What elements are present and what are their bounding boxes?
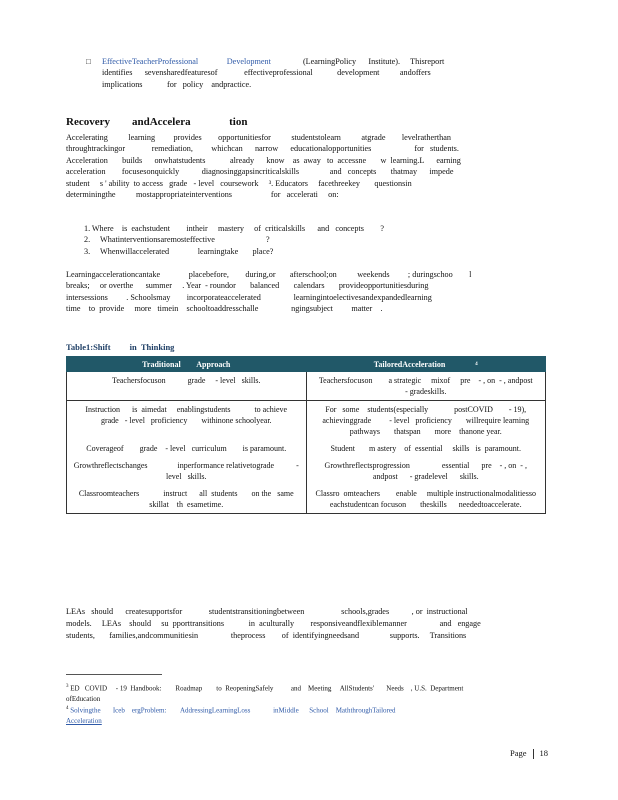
bullet-marker: □ (86, 57, 91, 66)
footnote-link[interactable]: Solvingthe Iceb ergProblem: AddressingLearningLoss inMiddle School MaththroughTailored (70, 706, 396, 715)
table-cell: Teachersfocuson a strategic mixof pre - , on - , andpost - gradeskills. (306, 372, 546, 401)
resource-description-line: identifies sevensharedfeaturesof effectiveprofessional development andoffers (102, 68, 431, 78)
table-cell: Growthreflectschanges inperformance relativetograde - level skills. (67, 457, 307, 485)
table-cell: Coverageof grade - level curriculum is paramount. (67, 440, 307, 457)
footnote-mark: 3 (66, 684, 69, 689)
text-line: breaks; or overthe summer . Year - roundor balanced calendars provideopportunitiesduring (66, 281, 429, 291)
footnote-mark: 4 (66, 706, 69, 712)
footnote-separator (66, 674, 162, 675)
question-list (84, 223, 384, 257)
text-line: Learningaccelerationcantake placebefore, during,or afterschool;on weekends ; duringschoo l (66, 270, 472, 279)
list-item (84, 246, 384, 257)
section-heading: Recovery andAccelera tion (66, 116, 248, 128)
table-header-tailored: TailoredAcceleration ⁴ (306, 357, 546, 372)
table-cell: For some students(especially postCOVID - 19), achievinggrade - level proficiency willrequire learning pathways thatspan more thanone year. (306, 401, 546, 441)
footnote (66, 704, 536, 716)
text-line: throughtrackingor remediation, whichcan narrow educationalopportunities for students. (66, 144, 459, 154)
list-text: Whenwillaccelerated learningtake place? (100, 246, 274, 256)
page-divider (533, 749, 534, 759)
table-row (67, 401, 546, 441)
page-label: Page (509, 748, 527, 758)
table-row (67, 372, 546, 401)
paragraph-transitions (66, 606, 544, 641)
table-row (67, 485, 546, 514)
text-line: time to provide more timein schooltoaddresschalle ngingsubject matter . (66, 304, 383, 314)
footnote (66, 682, 536, 694)
table-cell: Instruction is aimedat enablingstudents to achieve grade - level proficiency withinone schoolyear. (67, 401, 307, 441)
footnote (66, 716, 536, 727)
footnotes (66, 682, 536, 727)
list-number: 1. (84, 224, 91, 233)
text-line: models. LEAs should su pporttransitions in aculturally responsiveandflexiblemanner and engage (66, 618, 481, 628)
text-line: determiningthe mostappropriateinterventions for accelerati on: (66, 189, 339, 199)
list-number: 3. (84, 246, 91, 256)
footnote (66, 694, 536, 705)
text-line: Acceleration builds onwhatstudents already know as away to accessne w learning.L earning (66, 155, 461, 165)
table-caption: Table1:Shift in Thinking (66, 342, 175, 352)
table-cell: Student m astery of essential skills is paramount. (306, 440, 546, 457)
shift-in-thinking-table (66, 356, 568, 514)
table-cell: Teachersfocuson grade - level skills. (67, 372, 307, 401)
table-row (67, 457, 546, 485)
footnote-link[interactable]: Acceleration (66, 717, 102, 726)
footnote-text: ED COVID - 19 Handbook: Roadmap to ReopeningSafely and Meeting AllStudents' Needs , U.S. Department (70, 684, 464, 693)
text-line: LEAs should createsupportsfor studentstransitioningbetween schools,grades , or instructional (66, 607, 468, 616)
footnote-text: ofEducation (66, 694, 101, 703)
resource-citation: (LearningPolicy Institute). Thisreport (302, 57, 445, 66)
table-row (67, 440, 546, 457)
resource-link[interactable]: EffectiveTeacherProfessional Development (102, 57, 271, 66)
page-number (510, 748, 548, 759)
text-line: student s ' ability to access grade - level coursework ³. Educators facethreekey questionsin (66, 178, 412, 188)
list-number: 2. (84, 235, 91, 245)
text-line: acceleration focusesonquickly diagnosinggapsincriticalskills and concepts thatmay impede (66, 167, 454, 177)
paragraph-timing (66, 269, 544, 315)
resource-bullet (86, 56, 486, 90)
paragraph-acceleration (66, 132, 544, 200)
list-text: Where is eachstudent intheir mastery of criticalskills and concepts ? (91, 224, 384, 233)
table-cell: Classro omteachers enable multiple instructionalmodalitiesso eachstudentcan focuson theskills neededtoaccelerate. (306, 485, 546, 514)
text-line: students, families,andcommunitiesin theprocess of identifyingneedsand supports. Transitions (66, 630, 467, 640)
page-number-value: 18 (539, 748, 548, 758)
text-line: intersessions . Schoolsmay incorporateaccelerated learningintoelectivesandexpandedlearning (66, 292, 432, 302)
text-line: Accelerating learning provides opportunitiesfor studentstolearn atgrade levelratherthan (66, 133, 451, 142)
resource-description-line: implications for policy andpractice. (102, 79, 252, 89)
table-cell: Growthreflectsprogression essential pre - , on - , andpost - gradelevel skills. (306, 457, 546, 485)
table-header-traditional: Traditional Approach (67, 357, 307, 372)
list-text: Whatinterventionsaremosteffective ? (100, 235, 270, 245)
table-cell: Classroomteachers instruct all students on the same skillat th esametime. (67, 485, 307, 514)
list-item (84, 223, 384, 234)
list-item (84, 234, 384, 245)
